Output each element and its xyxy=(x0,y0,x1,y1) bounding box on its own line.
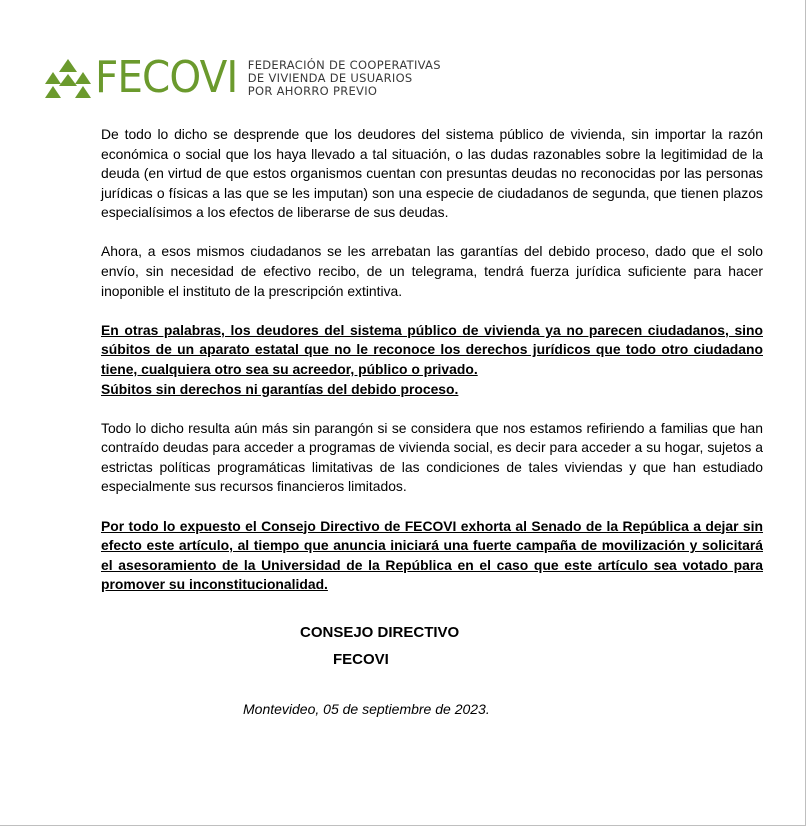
logo-subtitle-line: DE VIVIENDA DE USUARIOS xyxy=(247,70,413,85)
emphasis-paragraph xyxy=(101,321,763,399)
logo-subtitle xyxy=(248,59,441,98)
emphasis-text: En otras palabras, los deudores del sistema público de vivienda ya no parecen ciudadanos, sino súbitos de un aparato estatal que no le reconoce los derechos jurídicos que todo otro ciudadano tiene, cualquiera otro sea su acreedor, público o privado. xyxy=(101,321,763,377)
triangles-logo-icon xyxy=(45,57,91,99)
letter-body xyxy=(101,125,763,614)
signature-organization: FECOVI xyxy=(333,651,389,668)
paragraph: Todo lo dicho resulta aún más sin parangón si se considera que nos estamos refiriendo a familias que han contraído deudas para acceder a programas de vivienda social, es decir para acceder a su hogar, sujetos a estrictas políticas programáticas limitativas de las condiciones de tales viviendas y que han estudiado especialmente sus recursos financieros limitados. xyxy=(101,419,763,495)
letterhead xyxy=(45,52,441,103)
logo-wordmark: FECOVI xyxy=(95,52,238,103)
conclusion-paragraph: Por todo lo expuesto el Consejo Directivo de FECOVI exhorta al Senado de la República a dejar sin efecto este artículo, al tiempo que anuncia iniciará una fuerte campaña de movilización y solicitará el asesoramiento de la Universidad de la República en el caso que este artículo sea votado para promover su inconstitucionalidad. xyxy=(101,517,763,593)
emphasis-text: Súbitos sin derechos ni garantías del debido proceso. xyxy=(101,380,459,397)
paragraph: De todo lo dicho se desprende que los deudores del sistema público de vivienda, sin importar la razón económica o social que los haya llevado a tal situación, o las dudas razonables sobre la legitimidad de la deuda (en virtud de que estos organismos cuentan con presuntas deudas no reconocidas por las personas jurídicas o físicas a las que se les imputan) son una especie de ciudadanos de segunda, que tienen plazos especialísimos a los efectos de liberarse de sus deudas. xyxy=(101,126,763,221)
signature-title: CONSEJO DIRECTIVO xyxy=(300,624,460,641)
date-line: Montevideo, 05 de septiembre de 2023. xyxy=(243,701,490,717)
logo-subtitle-line: FEDERACIÓN DE COOPERATIVAS xyxy=(247,57,441,72)
paragraph: Ahora, a esos mismos ciudadanos se les arrebatan las garantías del debido proceso, dado que el solo envío, sin necesidad de efectivo recibo, de un telegrama, tendrá fuerza jurídica suficiente para hacer inoponible el instituto de la prescripción extintiva. xyxy=(101,243,763,299)
logo-subtitle-line: POR AHORRO PREVIO xyxy=(247,83,378,98)
